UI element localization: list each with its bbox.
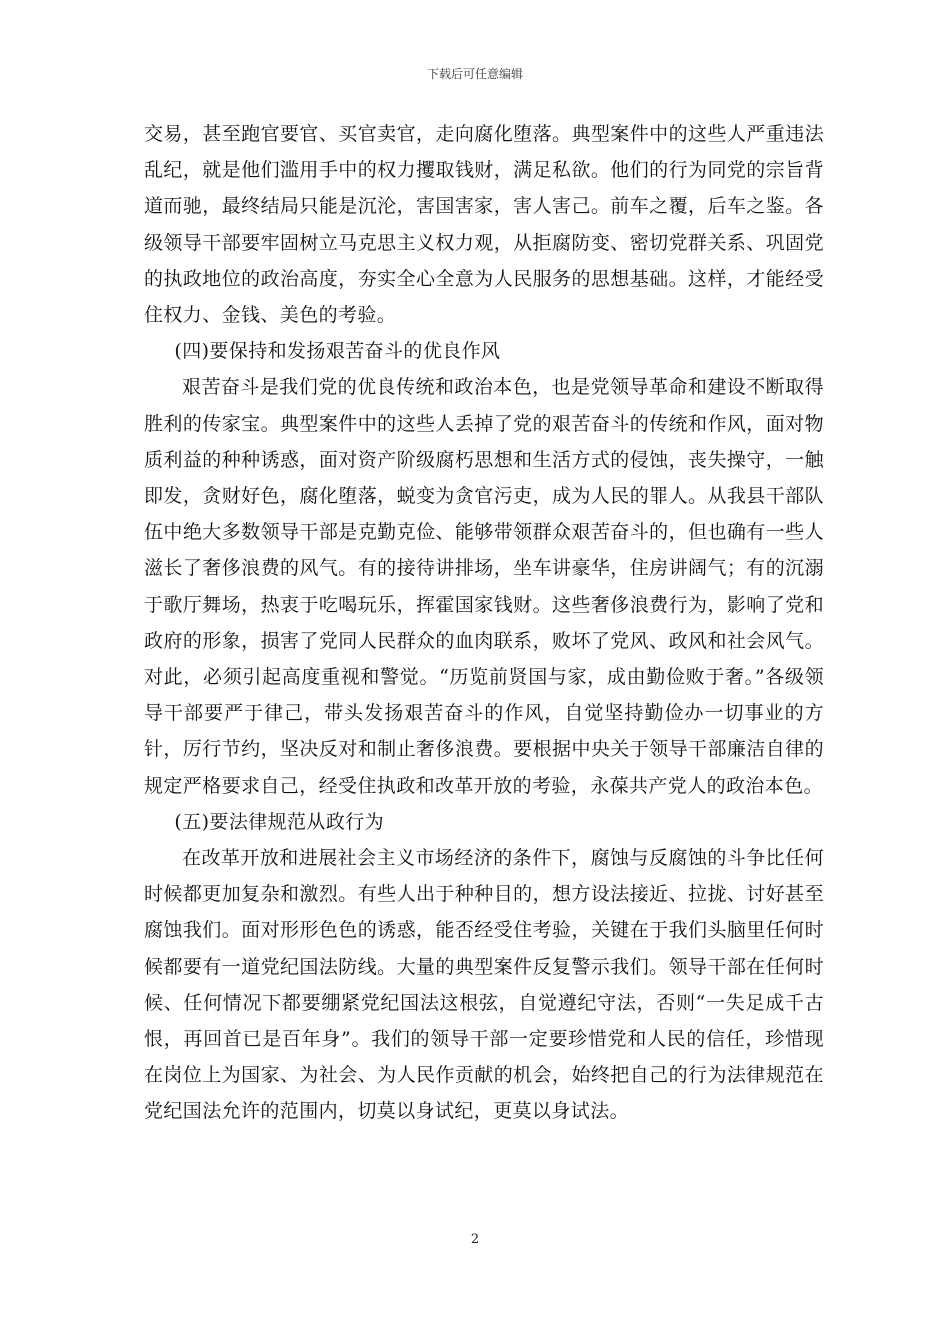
paragraph: 艰苦奋斗是我们党的优良传统和政治本色，也是党领导革命和建设不断取得胜利的传家宝。典型案件中的这些人丢掉了党的艰苦奋斗的传统和作风，面对物质利益的种种诱惑，面对资产阶级腐朽思想和生活方式的侵蚀，丧失操守，一触即发，贪财好色，腐化堕落，蜕变为贪官污吏，成为人民的罪人。从我县干部队伍中绝大多数领导干部是克勤克俭、能够带领群众艰苦奋斗的，但也确有一些人滋长了奢侈浪费的风气。有的接待讲排场，坐车讲豪华，住房讲阔气；有的沉溺于歌厅舞场，热衷于吃喝玩乐，挥霍国家钱财。这些奢侈浪费行为，影响了党和政府的形象，损害了党同人民群众的血肉联系，败坏了党风、政风和社会风气。对此，必须引起高度重视和警觉。“历览前贤国与家，成由勤俭败于奢。”各级领导干部要严于律己，带头发扬艰苦奋斗的作风，自觉坚持勤俭办一切事业的方针，厉行节约，坚决反对和制止奢侈浪费。要根据中央关于领导干部廉洁自律的规定严格要求自己，经受住执政和改革开放的考验，永葆共产党人的政治本色。 (144, 376, 824, 797)
page-header: 下载后可任意编辑 (426, 67, 523, 81)
document-body (144, 116, 824, 1130)
page-number: 2 (470, 1232, 480, 1247)
section-heading-5: (五)要法律规范从政行为 (174, 810, 385, 833)
paragraph-continued: 交易，甚至跑官要官、买官卖官，走向腐化堕落。典型案件中的这些人严重违法乱纪，就是他们滥用手中的权力攫取钱财，满足私欲。他们的行为同党的宗旨背道而驰，最终结局只能是沉沦，害国害家，害人害己。前车之覆，后车之鉴。各级领导干部要牢固树立马克思主义权力观，从拒腐防变、密切党群关系、巩固党的执政地位的政治高度，夯实全心全意为人民服务的思想基础。这样，才能经受住权力、金钱、美色的考验。 (144, 123, 824, 327)
paragraph: 在改革开放和进展社会主义市场经济的条件下，腐蚀与反腐蚀的斗争比任何时候都更加复杂和激烈。有些人出于种种目的，想方设法接近、拉拢、讨好甚至腐蚀我们。面对形形色色的诱惑，能否经受住考验，关键在于我们头脑里任何时候都要有一道党纪国法防线。大量的典型案件反复警示我们。领导干部在任何时候、任何情况下都要绷紧党纪国法这根弦，自觉遵纪守法，否则“一失足成千古恨，再回首已是百年身”。我们的领导干部一定要珍惜党和人民的信任，珍惜现在岗位上为国家、为社会、为人民作贡献的机会，始终把自己的行为法律规范在党纪国法允许的范围内，切莫以身试纪，更莫以身试法。 (144, 847, 824, 1123)
section-heading-4: (四)要保持和发扬艰苦奋斗的优良作风 (174, 340, 501, 363)
